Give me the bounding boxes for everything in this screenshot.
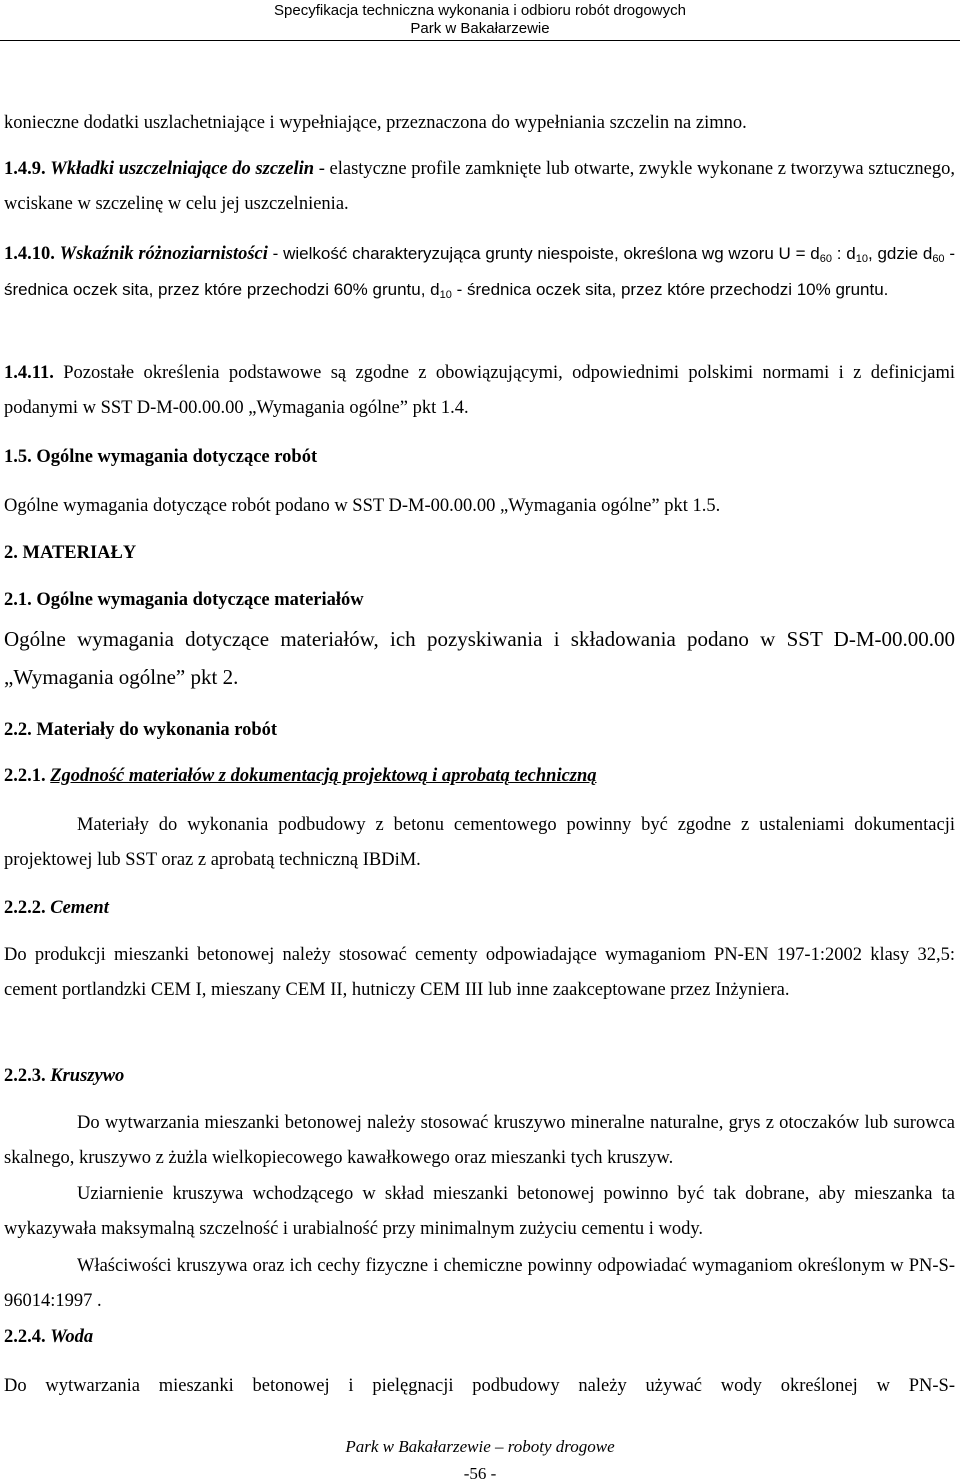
definition-1-4-10: 1.4.10. Wskaźnik różnoziarnistości - wielkość charakteryzująca grunty niespoiste, określona wg wzoru $U = d_{60}$ : $d_{10}$, gdzie $d_{60}$ - średnica oczek sita, przez które przechodzi 60% gruntu, $d_{10}$ - średnica oczek sita, przez które przechodzi 10% gruntu.: [4, 244, 955, 301]
paragraph-2-2-3-a: Do wytwarzania mieszanki betonowej należy stosować kruszywo mineralne naturalne, grys z otoczaków lub surowca skalnego, kruszywo z żużla wielkopiecowego kawałkowego oraz mieszanki tych kruszyw.: [4, 1113, 955, 1168]
heading-2-1: 2.1. Ogólne wymagania dotyczące materiałów: [4, 590, 364, 610]
header-rule: [0, 40, 960, 41]
section-number: 1.4.9.: [4, 159, 46, 179]
heading-2-2-4: 2.2.4. Woda: [4, 1327, 94, 1347]
paragraph-intro: konieczne dodatki uszlachetniające i wypełniające, przeznaczona do wypełniania szczelin na zimno.: [4, 113, 747, 133]
page-number: -56 -: [463, 1464, 497, 1483]
header-subtitle: Park w Bakałarzewie: [410, 20, 550, 37]
section-number: 1.4.11.: [4, 363, 54, 383]
heading-2: 2. MATERIAŁY: [4, 543, 137, 563]
definition-text: Pozostałe określenia podstawowe są zgodne z obowiązującymi, odpowiednimi polskimi normami i z definicjami podanymi w SST D-M-00.00.00 „Wymagania ogólne” pkt 1.4.: [4, 363, 955, 418]
term: Wkładki uszczelniające do szczelin: [50, 159, 315, 179]
definition-1-4-11: [4, 356, 955, 426]
term: Wskaźnik różnoziarnistości: [59, 244, 268, 264]
paragraph-2-2-4: Do wytwarzania mieszanki betonowej i pielęgnacji podbudowy należy używać wody określonej w PN-S-: [4, 1376, 955, 1396]
paragraph-1-5: Ogólne wymagania dotyczące robót podano w SST D-M-00.00.00 „Wymagania ogólne” pkt 1.5.: [4, 496, 721, 516]
footer-title: Park w Bakałarzewie – roboty drogowe: [345, 1437, 615, 1456]
paragraph-2-2-1: Materiały do wykonania podbudowy z betonu cementowego powinny być zgodne z ustaleniami dokumentacji projektowej lub SST oraz z aprobatą techniczną IBDiM.: [4, 815, 955, 870]
paragraph-2-1: Ogólne wymagania dotyczące materiałów, ich pozyskiwania i składowania podano w SST D-M-00.00.00 „Wymagania ogólne” pkt 2.: [4, 627, 955, 689]
paragraph-2-2-3-b: Uziarnienie kruszywa wchodzącego w skład mieszanki betonowej powinno być tak dobrane, aby mieszanka ta wykazywała maksymalną szczelność i urabialność przy minimalnym zużyciu cementu i wody.: [4, 1184, 955, 1239]
heading-2-2-2: 2.2.2. Cement: [4, 898, 109, 918]
paragraph-2-2-3-c: Właściwości kruszywa oraz ich cechy fizyczne i chemiczne powinny odpowiadać wymaganiom określonym w PN-S-96014:1997 .: [4, 1256, 955, 1311]
heading-1-5: 1.5. Ogólne wymagania dotyczące robót: [4, 447, 318, 467]
heading-2-2: 2.2. Materiały do wykonania robót: [4, 720, 278, 740]
definition-text: - elastyczne profile zamknięte lub otwarte, zwykle wykonane z tworzywa sztucznego, wciskane w szczelinę w celu jej uszczelnienia.: [4, 159, 956, 214]
definition-1-4-9: [4, 152, 955, 222]
section-number: 1.4.10.: [4, 244, 55, 264]
header-title: Specyfikacja techniczna wykonania i odbioru robót drogowych: [274, 2, 686, 19]
heading-2-2-3: 2.2.3. Kruszywo: [4, 1066, 125, 1086]
heading-2-2-1: 2.2.1. Zgodność materiałów z dokumentacją projektową i aprobatą techniczną: [4, 766, 597, 786]
paragraph-2-2-2: Do produkcji mieszanki betonowej należy stosować cementy odpowiadające wymaganiom PN-EN 197-1:2002 klasy 32,5: cement portlandzki CEM I, mieszany CEM II, hutniczy CEM III lub inne zaakceptowane przez Inżyniera.: [4, 945, 955, 1000]
